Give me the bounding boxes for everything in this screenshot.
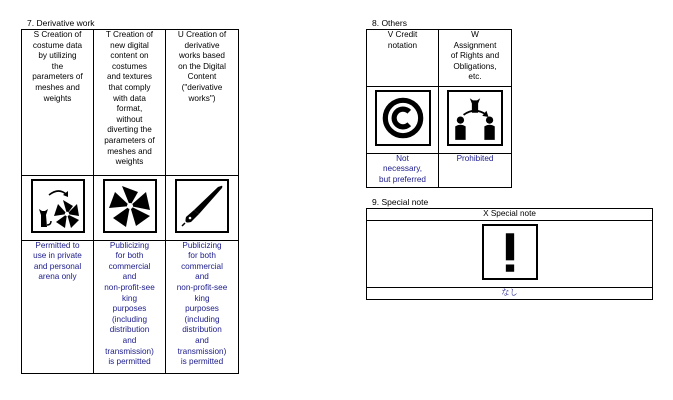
- icon-cell-x: [367, 221, 653, 288]
- status-v: Not necessary, but preferred: [367, 153, 439, 187]
- status-x: なし: [367, 287, 653, 299]
- status-t: Publicizing for both commercial and non-profit-see king purposes (including distribution and transmission) is permitted: [94, 240, 166, 373]
- header-x-special-note: X Special note: [367, 209, 653, 221]
- derivative-work-table: [21, 29, 239, 374]
- status-w: Prohibited: [439, 153, 512, 187]
- header-t-new-digital-content: T Creation of new digital content on costumes and textures that comply with data format, without diverting the parameters of meshes and weights: [94, 30, 166, 176]
- icon-cell-t: [94, 176, 166, 241]
- icon-cell-s: [22, 176, 94, 241]
- header-w-assignment-of-rights: W Assignment of Rights and Obligations, etc.: [439, 30, 512, 87]
- status-s: Permitted to use in private and personal arena only: [22, 240, 94, 373]
- header-v-credit-notation: V Credit notation: [367, 30, 439, 87]
- transfer-rights-icon: [447, 90, 503, 146]
- section-9-title: 9. Special note: [372, 197, 429, 207]
- section-8-title: 8. Others: [372, 18, 407, 28]
- copyright-icon: [375, 90, 431, 146]
- others-table: [366, 29, 512, 188]
- pen-nib-icon: [175, 179, 229, 233]
- exclamation-icon: [482, 224, 538, 280]
- icon-cell-u: [166, 176, 239, 241]
- fabric-icon: [103, 179, 157, 233]
- section-7-title: 7. Derivative work: [27, 18, 95, 28]
- header-u-derivative-works: U Creation of derivative works based on the Digital Content ("derivative works"): [166, 30, 239, 176]
- special-note-table: [366, 208, 653, 300]
- icon-cell-w: [439, 87, 512, 154]
- cat-to-fabric-icon: [31, 179, 85, 233]
- icon-cell-v: [367, 87, 439, 154]
- header-s-costume-data: S Creation of costume data by utilizing the parameters of meshes and weights: [22, 30, 94, 176]
- status-u: Publicizing for both commercial and non-profit-see king purposes (including distribution and transmission) is permitted: [166, 240, 239, 373]
